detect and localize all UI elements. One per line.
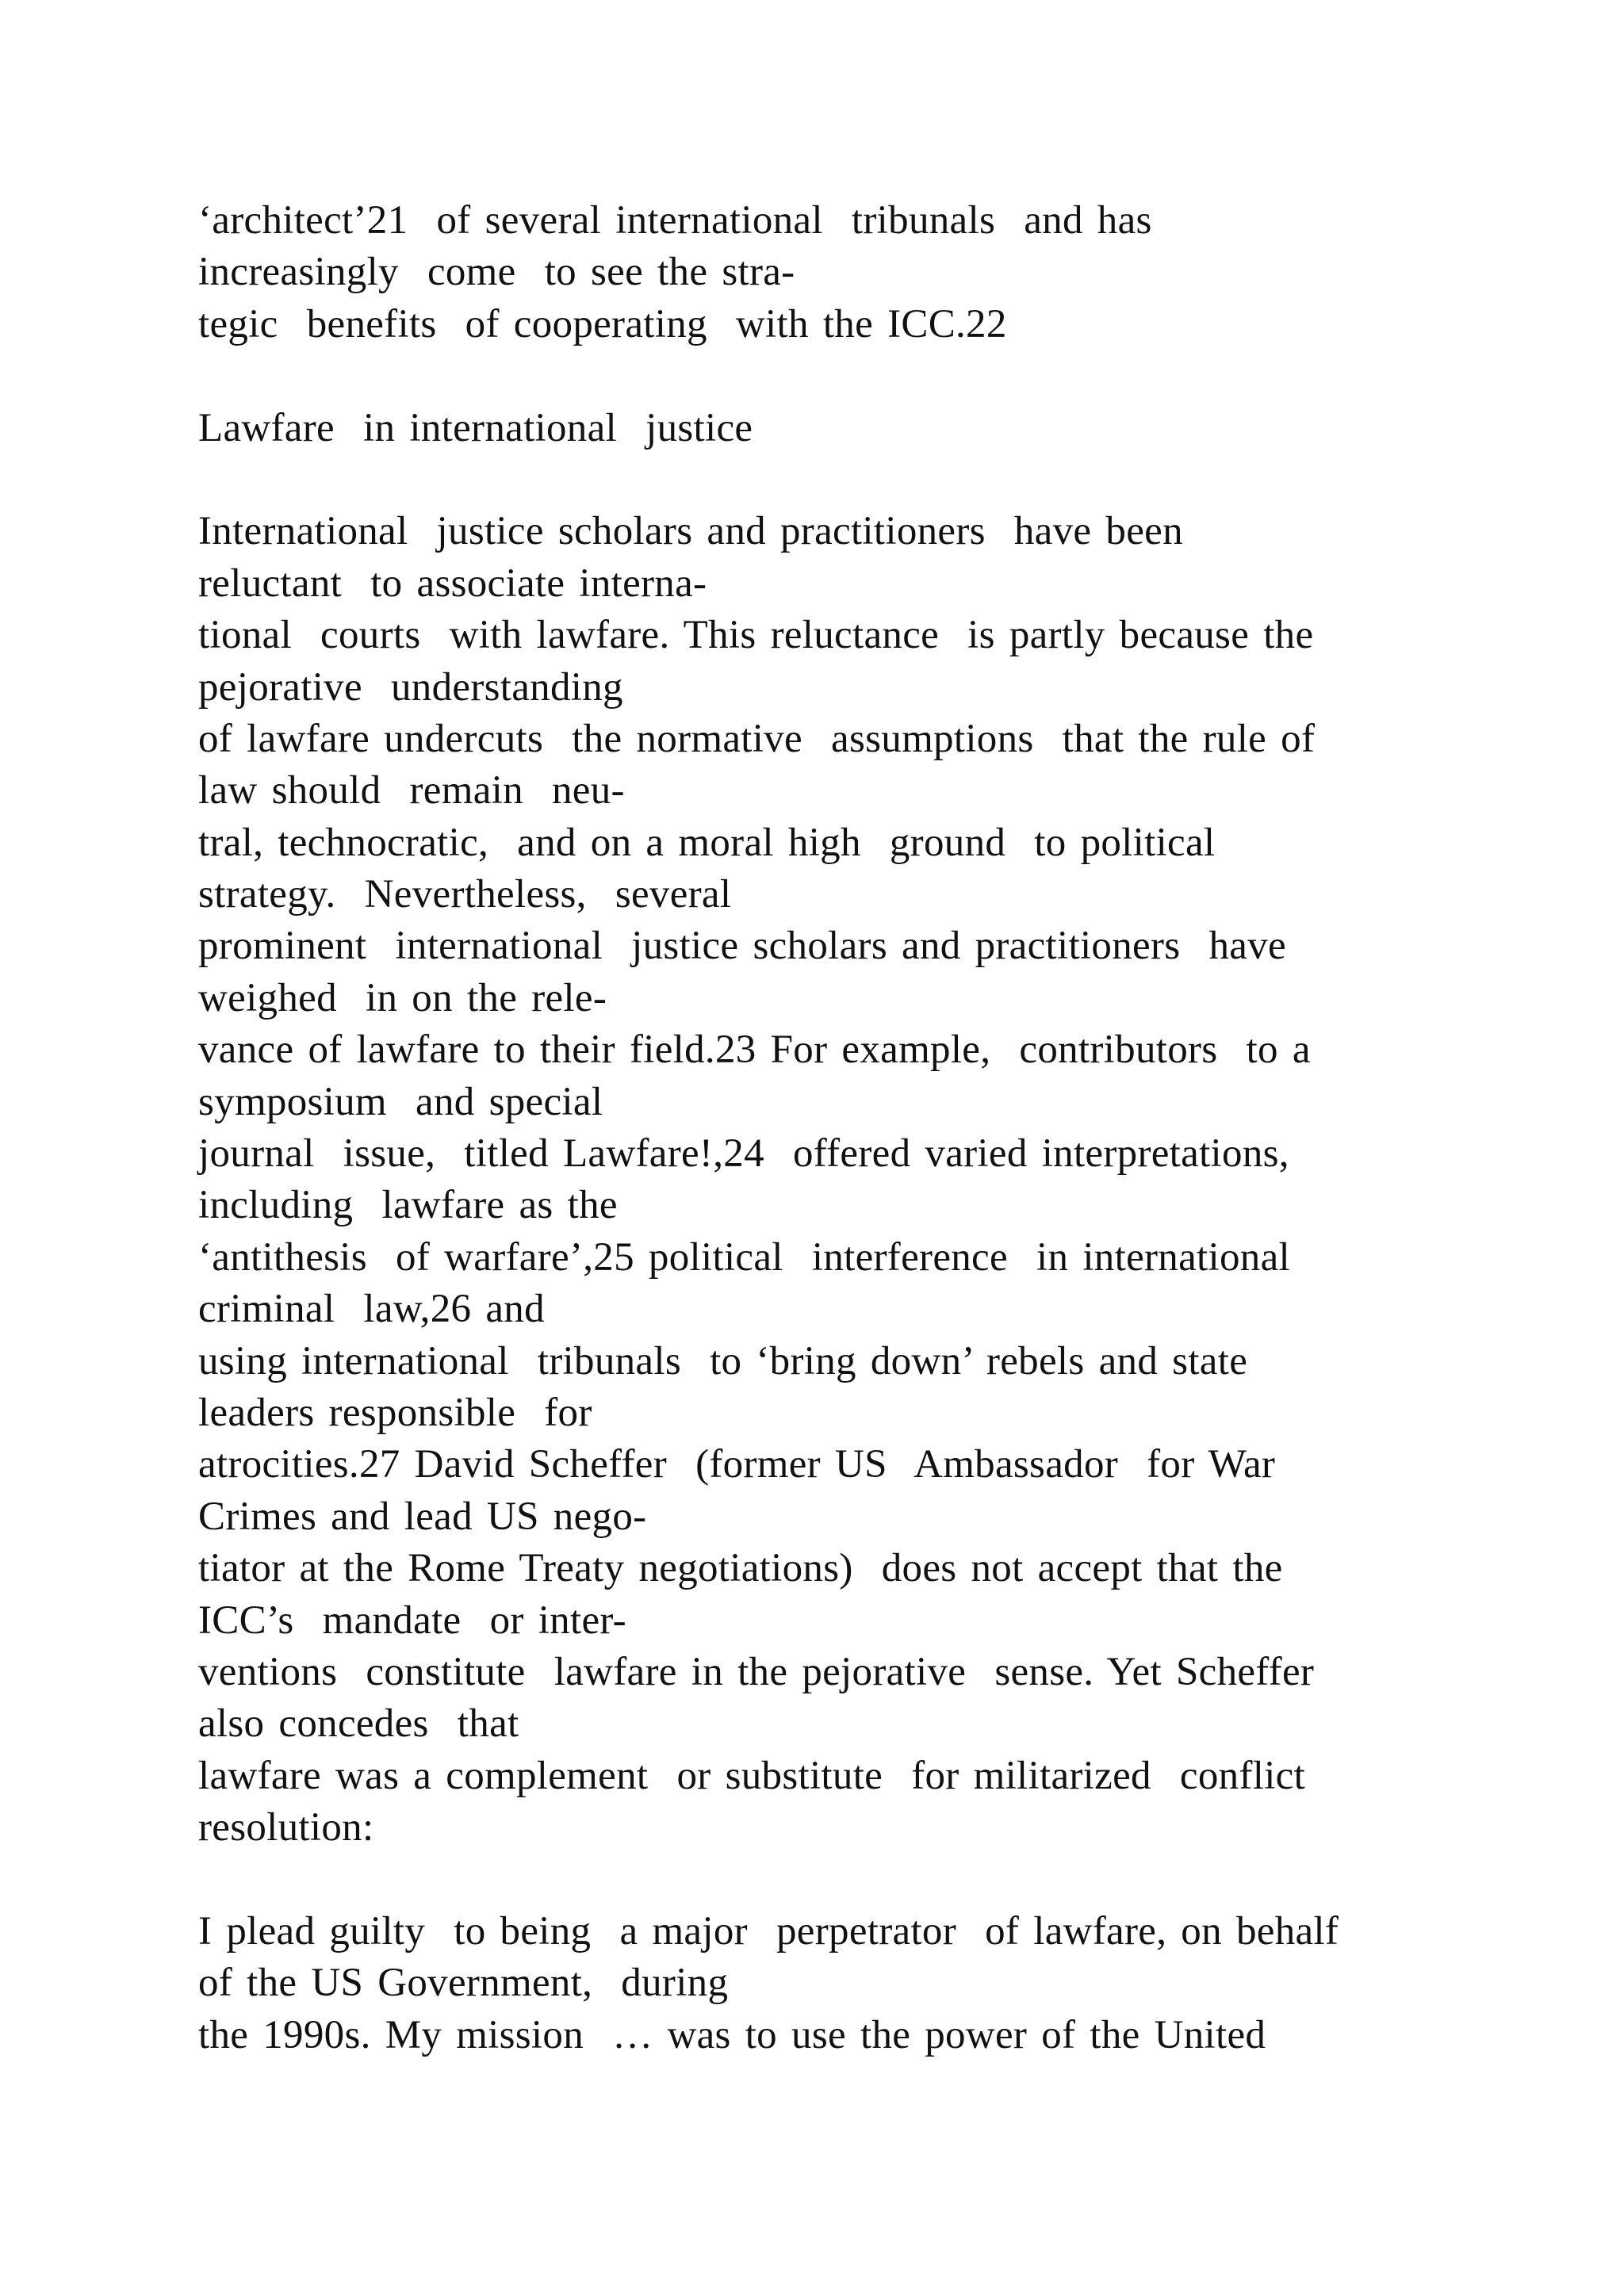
text-line: also concedes that [198,1701,519,1747]
text-line: lawfare was a complement or substitute for militarized conflict [198,1753,1306,1798]
text-line: International justice scholars and practitioners have been [198,509,1183,554]
text-line: journal issue, titled Lawfare!,24 offered varied interpretations, [198,1131,1289,1177]
text-line: tral, technocratic, and on a moral high ground to political [198,820,1216,865]
text-line: reluctant to associate interna- [198,561,707,606]
text-line: pejorative understanding [198,664,623,710]
text-line: ‘antithesis of warfare’,25 political interference in international [198,1234,1290,1280]
quote-line: the 1990s. My mission … was to use the power of the United [198,2012,1266,2057]
text-line: prominent international justice scholars and practitioners have [198,924,1286,969]
text-line: tiator at the Rome Treaty negotiations) does not accept that the [198,1546,1283,1591]
text-line: including lawfare as the [198,1183,618,1228]
text-line: strategy. Nevertheless, several [198,872,732,917]
text-line: ICC’s mandate or inter- [198,1598,626,1643]
blank-line [198,350,1546,402]
text-line: weighed in on the rele- [198,975,607,1020]
text-line: tional courts with lawfare. This reluctance is partly because the [198,613,1314,658]
text-line: using international tribunals to ‘bring down’ rebels and state [198,1338,1248,1383]
blank-line [198,1854,1546,1906]
document-body [198,195,1546,2061]
text-line: of lawfare undercuts the normative assumptions that the rule of [198,716,1316,761]
text-line: resolution: [198,1805,374,1850]
quote-line: of the US Government, during [198,1961,729,2006]
text-line: tegic benefits of cooperating with the ICC.22 [198,301,1007,346]
blank-line [198,454,1546,506]
section-heading: Lawfare in international justice [198,405,753,450]
quote-line: I plead guilty to being a major perpetrator of lawfare, on behalf [198,1908,1339,1954]
text-line: leaders responsible for [198,1390,592,1435]
text-line: ‘architect’21 of several international tribunals and has [198,198,1152,243]
text-line: vance of lawfare to their field.23 For example, contributors to a [198,1027,1311,1073]
text-line: symposium and special [198,1079,603,1124]
text-line: atrocities.27 David Scheffer (former US Ambassador for War [198,1442,1276,1487]
text-line: criminal law,26 and [198,1287,545,1332]
text-line: increasingly come to see the stra- [198,250,795,295]
text-line: Crimes and lead US nego- [198,1494,647,1539]
text-line: ventions constitute lawfare in the pejorative sense. Yet Scheffer [198,1649,1315,1694]
text-line: law should remain neu- [198,768,625,813]
